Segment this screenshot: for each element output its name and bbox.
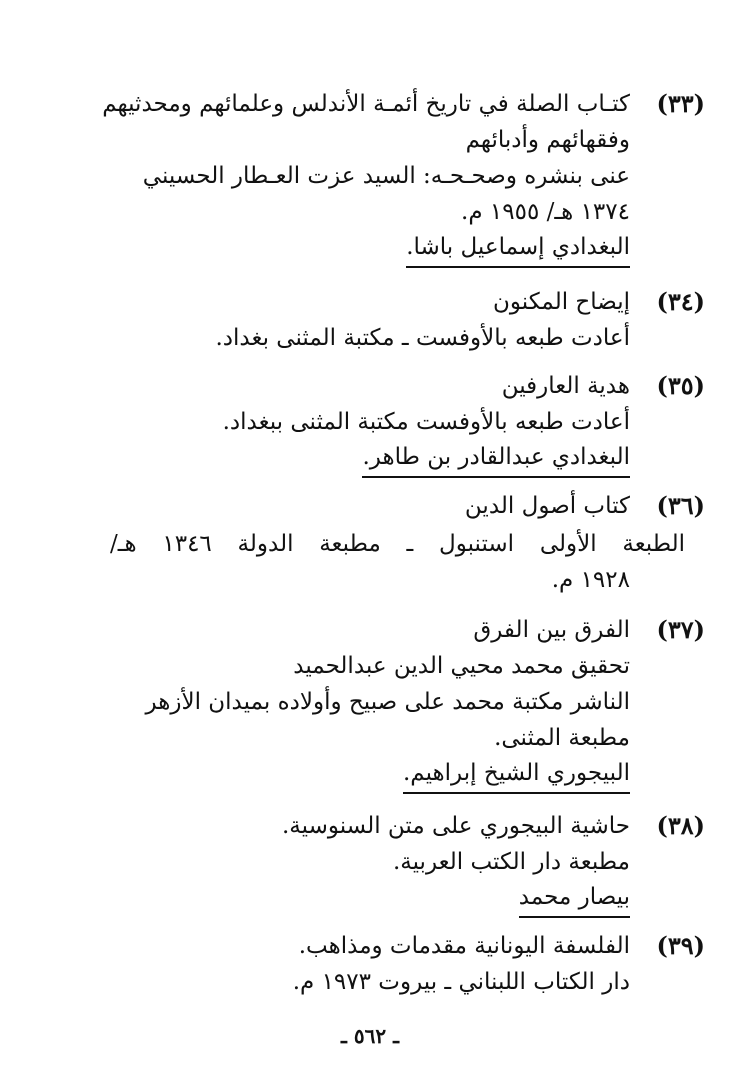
bibliography-entry-38 <box>110 808 705 918</box>
author-heading: البيجوري الشيخ إبراهيم. <box>403 756 630 794</box>
entry-line: الفلسفة اليونانية مقدمات ومذاهب. <box>298 933 630 959</box>
entry-line: الفرق بين الفرق <box>473 617 630 643</box>
bibliography-entry-37 <box>110 612 705 794</box>
entry-line: تحقيق محمد محيي الدين عبدالحميد <box>293 653 630 679</box>
bibliography-entry-39 <box>110 928 705 1000</box>
entry-line: مطبعة المثنى. <box>494 725 630 751</box>
entry-continuation <box>110 562 630 598</box>
entry-line: الطبعة الأولى استنبول ـ مطبعة الدولة ١٣٤٦ هـ/ <box>110 531 685 557</box>
entry-line: كتـاب الصلة في تاريخ أئمـة الأندلس وعلمائهم ومحدثيهم <box>102 91 630 117</box>
entry-line: أعادت طبعه بالأوفست مكتبة المثنى ببغداد. <box>222 409 630 435</box>
entry-number: (٣٧) <box>656 615 705 644</box>
bibliography-entry-35 <box>110 368 705 478</box>
entry-line: كتاب أصول الدين <box>464 493 630 519</box>
entry-line: مطبعة دار الكتب العربية. <box>392 849 630 875</box>
entry-number: (٣٩) <box>656 931 705 960</box>
entry-line: حاشية البيجوري على متن السنوسية. <box>282 813 630 839</box>
author-heading: البغدادي عبدالقادر بن طاهر. <box>362 440 630 478</box>
entry-number: (٣٤) <box>656 287 705 316</box>
entry-number: (٣٦) <box>656 491 705 520</box>
bibliography-entry-34 <box>110 284 705 356</box>
entry-line: ١٩٢٨ م. <box>551 567 630 593</box>
entry-line: هدية العارفين <box>501 373 630 399</box>
entry-line: أعادت طبعه بالأوفست ـ مكتبة المثنى بغداد. <box>215 325 630 351</box>
entry-line: الناشر مكتبة محمد على صبيح وأولاده بميدان الأزهر <box>145 689 630 715</box>
entry-line: ١٣٧٤ هـ/ ١٩٥٥ م. <box>461 199 630 225</box>
bibliography-entry-33 <box>102 86 705 268</box>
entry-line: عنى بنشره وصحـحـه: السيد عزت العـطار الحسيني <box>142 163 630 189</box>
bibliography-entry-36 <box>110 488 705 524</box>
author-heading: البغدادي إسماعيل باشا. <box>406 230 630 268</box>
author-heading: بيصار محمد <box>519 880 630 918</box>
entry-line: دار الكتاب اللبناني ـ بيروت ١٩٧٣ م. <box>292 969 630 995</box>
entry-line: إيضاح المكنون <box>492 289 630 315</box>
entry-number: (٣٣) <box>656 89 705 118</box>
entry-number: (٣٥) <box>656 371 705 400</box>
entry-line: وفقهائهم وأدبائهم <box>465 127 630 153</box>
page-number: ـ ٥٦٢ ـ <box>341 1024 399 1048</box>
entry-number: (٣٨) <box>656 811 705 840</box>
